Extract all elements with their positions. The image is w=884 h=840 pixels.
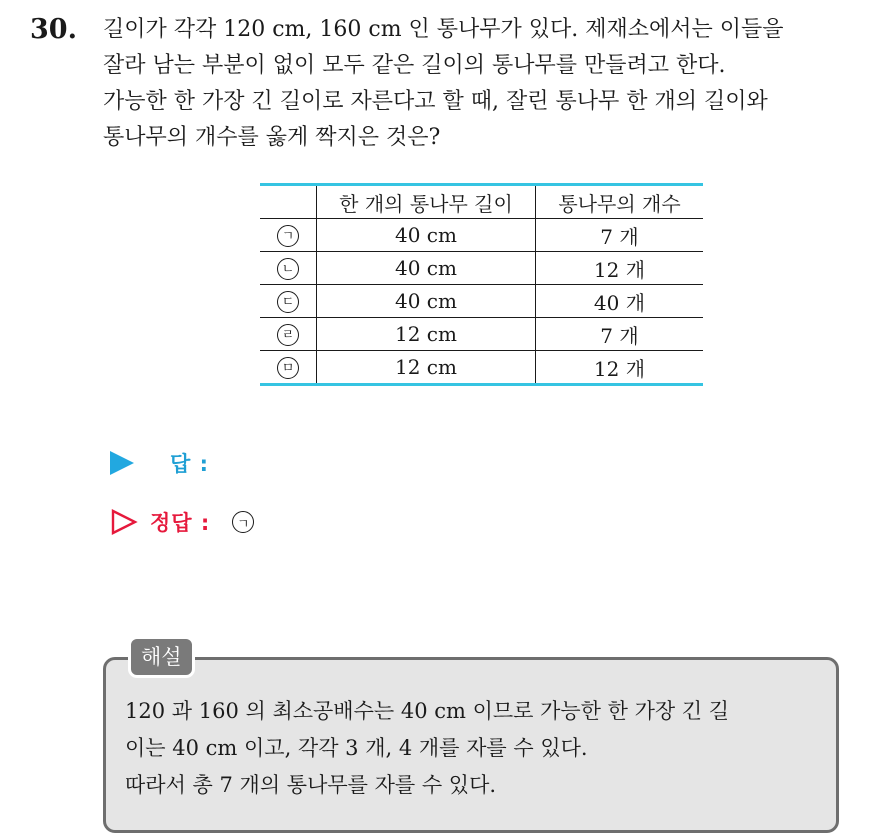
choice-table [260, 183, 703, 386]
choice-mark: ㄹ [277, 324, 299, 346]
table-row [260, 219, 703, 252]
choice-cell [260, 219, 317, 252]
table-row [260, 252, 703, 285]
question-line: 통나무의 개수를 옳게 짝지은 것은? [103, 125, 441, 150]
choice-mark: ㄴ [277, 258, 299, 280]
filled-triangle-icon [110, 451, 134, 475]
table-header-count: 통나무의 개수 [536, 185, 704, 219]
outline-triangle-icon [110, 508, 138, 536]
explanation-line: 이는 40 cm 이고, 각각 3 개, 4 개를 자를 수 있다. [125, 736, 588, 760]
count-cell: 40 개 [536, 285, 704, 318]
question-text [103, 12, 873, 156]
explanation-line: 120 과 160 의 최소공배수는 40 cm 이므로 가능한 한 가장 긴 길 [125, 699, 730, 723]
count-cell: 7 개 [536, 318, 704, 351]
choice-mark: ㅁ [277, 357, 299, 379]
choice-cell [260, 285, 317, 318]
table-header-row [260, 185, 703, 219]
count-cell: 7 개 [536, 219, 704, 252]
choice-mark: ㄱ [277, 225, 299, 247]
table-row [260, 318, 703, 351]
table-header-length: 한 개의 통나무 길이 [317, 185, 536, 219]
count-cell: 12 개 [536, 252, 704, 285]
question-line: 길이가 각각 120 cm, 160 cm 인 통나무가 있다. 제재소에서는 이들을 [103, 17, 784, 42]
answer-label: 답 : [170, 452, 209, 476]
explanation-line: 따라서 총 7 개의 통나무를 자를 수 있다. [125, 773, 497, 797]
table-row [260, 351, 703, 385]
question-line: 잘라 남는 부분이 없이 모두 같은 길이의 통나무를 만들려고 한다. [103, 53, 726, 78]
choice-mark: ㄷ [277, 291, 299, 313]
table-row [260, 285, 703, 318]
length-cell: 40 cm [317, 285, 536, 318]
choice-cell [260, 351, 317, 385]
length-cell: 12 cm [317, 318, 536, 351]
length-cell: 40 cm [317, 252, 536, 285]
choice-cell [260, 252, 317, 285]
explanation-tab: 해설 [128, 636, 195, 678]
correct-answer-row [110, 507, 254, 537]
explanation-text [125, 693, 825, 804]
question-line: 가능한 한 가장 긴 길이로 자른다고 할 때, 잘린 통나무 한 개의 길이와 [103, 89, 768, 114]
correct-answer-value: ㄱ [232, 511, 254, 533]
choice-cell [260, 318, 317, 351]
length-cell: 40 cm [317, 219, 536, 252]
correct-answer-label: 정답 : [150, 511, 211, 535]
answer-row [110, 448, 209, 478]
count-cell: 12 개 [536, 351, 704, 385]
length-cell: 12 cm [317, 351, 536, 385]
table-header-blank [260, 185, 317, 219]
question-number: 30. [30, 14, 77, 45]
